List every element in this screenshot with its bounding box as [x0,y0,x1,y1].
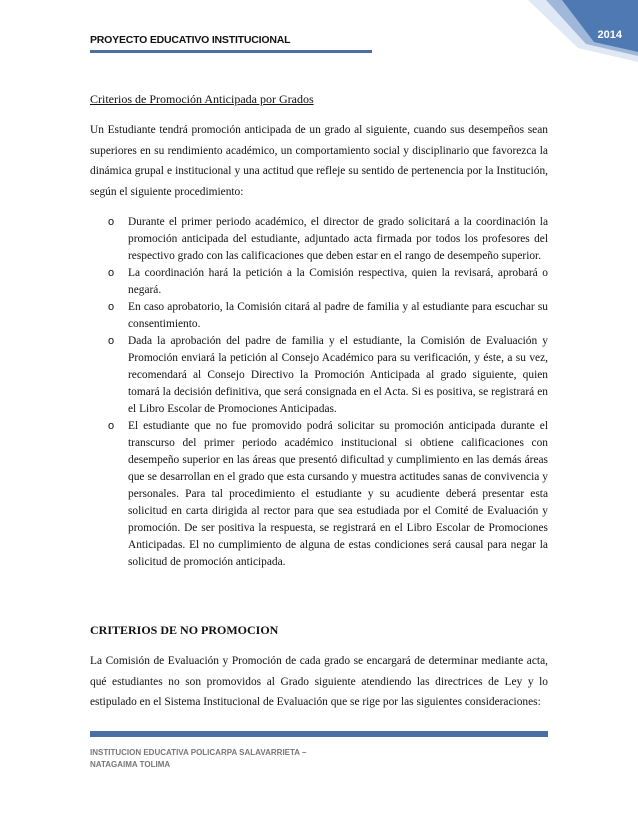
document-body [90,92,548,713]
footer-line-2: NATAGAIMA TOLIMA [90,760,171,769]
list-item [108,299,548,333]
list-item-text: La coordinación hará la petición a la Comisión respectiva, quien la revisará, aprobará o negará. [128,267,548,296]
footer-line-1: INSTITUCION EDUCATIVA POLICARPA SALAVARRIETA – [90,748,307,757]
bullet-icon: o [108,301,115,313]
footer-rule [90,731,548,737]
section-title-no-promocion: CRITERIOS DE NO PROMOCION [90,623,279,637]
bullet-icon: o [108,420,115,432]
list-item [108,265,548,299]
list-item [108,333,548,418]
list-item-text: Durante el primer periodo académico, el director de grado solicitará a la coordinación la promoción anticipada del estudiante, adjuntado acta firmada por todos los profesores del respectivo grado con las calificaciones que deben estar en el rango de desempeño superior. [128,216,548,262]
no-promocion-paragraph: La Comisión de Evaluación y Promoción de cada grado se encargará de determinar mediante acta, qué estudiantes no son promovidos al Grado siguiente atendiendo las directrices de Ley y lo estipulado en el Sistema Institucional de Evaluación que se rige por las siguientes consideraciones: [90,655,548,708]
bullet-icon: o [108,267,115,279]
list-item-text: Dada la aprobación del padre de familia y el estudiante, la Comisión de Evaluación y Promoción enviará la petición al Consejo Académico para su verificación, y éste, a su vez, recomendará al Consejo Directivo la Promoción Anticipada al grado siguiente, quien tomará la decisión definitiva, que será consignada en el Acta. Si es positiva, se registrará en el Libro Escolar de Promociones Anticipadas. [128,335,548,415]
intro-paragraph: Un Estudiante tendrá promoción anticipada de un grado al siguiente, cuando sus desempeños sean superiores en su rendimiento académico, un comportamiento social y disciplinario que favorezca la dinámica grupal e institucional y una actitud que refleje su sentido de pertenencia por la Institución, según el siguiente procedimiento: [90,124,548,198]
list-item [108,418,548,571]
year-label: 2014 [597,29,622,41]
list-item [108,214,548,265]
section-title-promocion-anticipada: Criterios de Promoción Anticipada por Grados [90,92,314,106]
document-header-title: PROYECTO EDUCATIVO INSTITUCIONAL [90,34,291,46]
list-item-text: El estudiante que no fue promovido podrá solicitar su promoción anticipada durante el transcurso del primer periodo académico institucional si obtiene calificaciones con desempeño superior en las áreas que presentó dificultad y cumplimiento en las demás áreas que se desarrollan en el grado que esta cursando y muestra actitudes sanas de convivencia y personales. Para tal procedimiento el estudiante y su acudiente deberá presentar esta solicitud en carta dirigida al rector para que sea estudiada por el Comité de Evaluación y promoción. De ser positiva la respuesta, se registrará en el Libro Escolar de Promociones Anticipadas. El no cumplimiento de alguna de estas condiciones será causal para negar la solicitud de promoción anticipada. [128,420,548,568]
list-item-text: En caso aprobatorio, la Comisión citará al padre de familia y al estudiante para escuchar su consentimiento. [128,301,548,330]
bullet-icon: o [108,216,115,228]
bullet-icon: o [108,335,115,347]
header-rule [90,50,372,53]
footer-institution [90,747,340,771]
procedure-list [90,214,548,571]
